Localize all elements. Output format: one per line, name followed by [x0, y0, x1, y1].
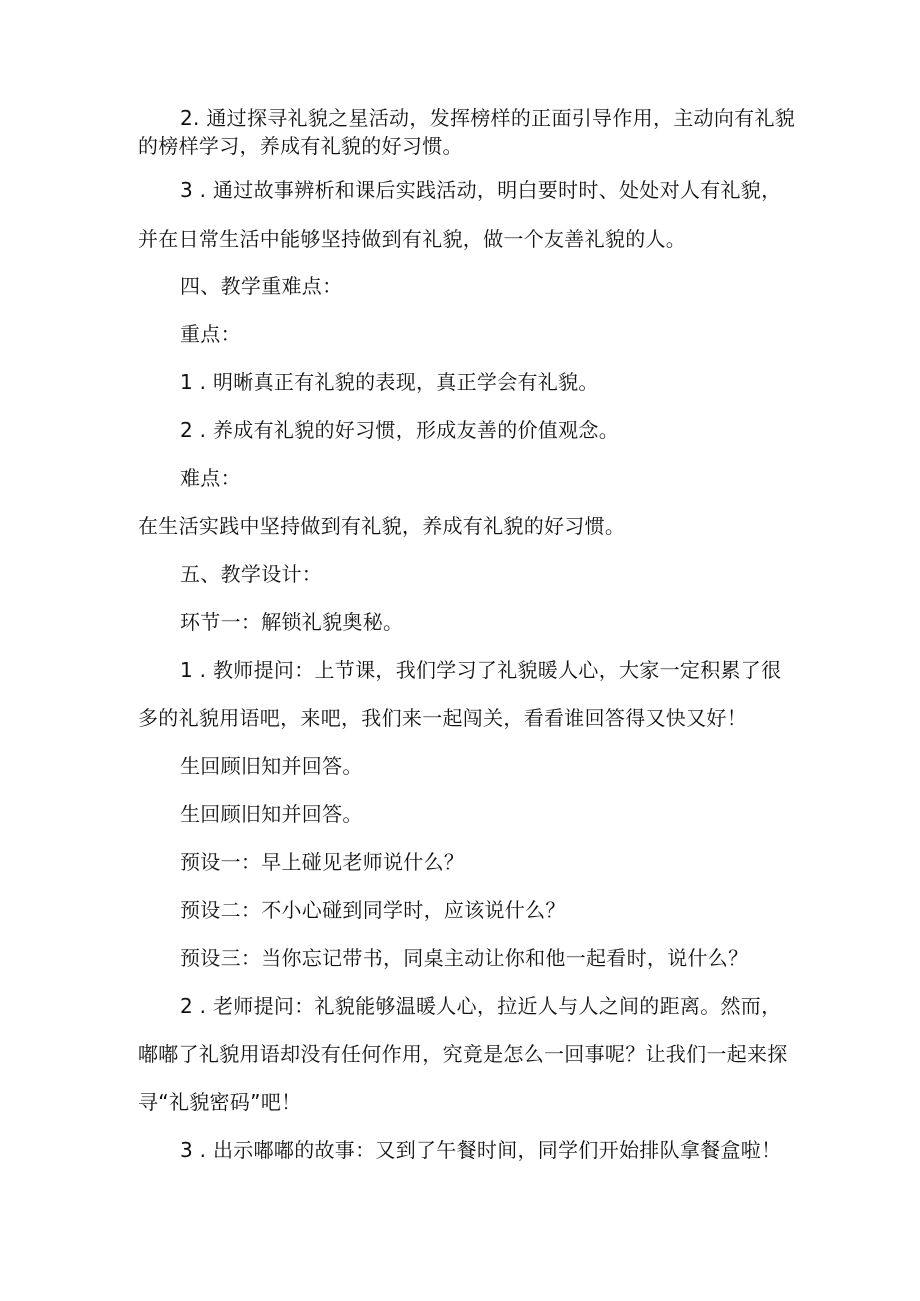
list-item: 2 . 养成有礼貌的好习惯，形成友善的价值观念。: [180, 418, 619, 442]
subheading: 难点：: [180, 466, 241, 490]
subheading: 环节一：解锁礼貌奥秘。: [180, 610, 404, 634]
paragraph-line: 2. 通过探寻礼貌之星活动，发挥榜样的正面引导作用，主动向有礼貌: [180, 106, 796, 130]
paragraph-line: 的榜样学习，养成有礼貌的好习惯。: [138, 134, 463, 158]
paragraph-line: 多的礼貌用语吧，来吧，我们来一起闯关，看看谁回答得又快又好！: [138, 706, 747, 730]
paragraph-line: 生回顾旧知并回答。: [180, 802, 363, 826]
list-item: 预设三：当你忘记带书，同桌主动让你和他一起看时，说什么？: [180, 946, 749, 970]
paragraph-line: 在生活实践中坚持做到有礼貌，养成有礼貌的好习惯。: [138, 514, 626, 538]
list-item: 1 . 明晰真正有礼貌的表现，真正学会有礼貌。: [180, 370, 599, 394]
paragraph-line: 并在日常生活中能够坚持做到有礼貌，做一个友善礼貌的人。: [138, 227, 687, 251]
paragraph-line: 3 . 通过故事辨析和课后实践活动，明白要时时、处处对人有礼貌，: [180, 178, 782, 202]
paragraph-line: 嘟嘟了礼貌用语却没有任何作用，究竟是怎么一回事呢？让我们一起来探: [138, 1042, 788, 1066]
section-heading: 五、教学设计：: [180, 562, 323, 586]
paragraph-line: 3 . 出示嘟嘟的故事：又到了午餐时间，同学们开始排队拿餐盒啦！: [180, 1138, 782, 1162]
paragraph-line: 寻“礼貌密码”吧！: [138, 1090, 302, 1114]
list-item: 预设二：不小心碰到同学时，应该说什么？: [180, 898, 566, 922]
list-item: 预设一：早上碰见老师说什么？: [180, 850, 465, 874]
section-heading: 四、教学重难点：: [180, 274, 343, 298]
paragraph-line: 1 . 教师提问：上节课，我们学习了礼貌暖人心，大家一定积累了很: [180, 658, 782, 682]
paragraph-line: 生回顾旧知并回答。: [180, 754, 363, 778]
paragraph-line: 2 . 老师提问：礼貌能够温暖人心，拉近人与人之间的距离。然而，: [180, 994, 782, 1018]
subheading: 重点：: [180, 322, 241, 346]
